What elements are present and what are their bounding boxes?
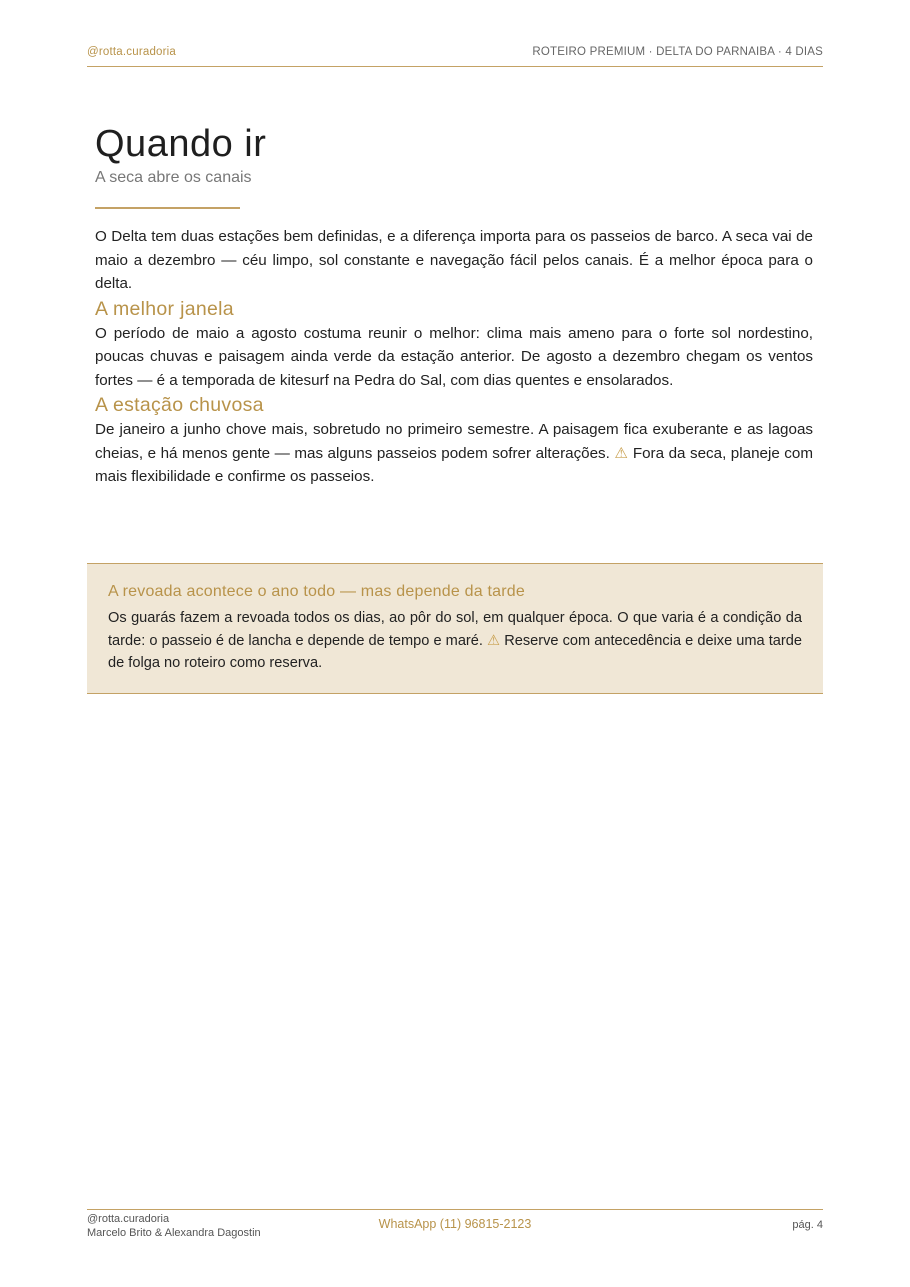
footer-handle: @rotta.curadoria [87, 1213, 170, 1225]
page-footer [87, 1209, 823, 1250]
body-text-part: Fora da seca, planeje com mais flexibilidade e confirme os passeios. [95, 444, 813, 485]
section-body-estacao-chuvosa [95, 418, 813, 489]
warning-icon: ⚠ [614, 444, 629, 462]
header-brand: @rotta.curadoria [87, 46, 177, 58]
callout-title: A revoada acontece o ano todo — mas depende da tarde [108, 583, 525, 600]
title-divider [95, 207, 240, 209]
callout-body [108, 607, 802, 675]
callout-text-part: Os guarás fazem a revoada todos os dias, ao pôr do sol, em qualquer época. O que varia é a condição da tarde: o passeio é de lancha e depende de tempo e maré. [108, 610, 802, 649]
footer-page-number: pág. 4 [792, 1219, 823, 1231]
main-content [95, 120, 813, 489]
footer-authors: Marcelo Brito & Alexandra Dagostin [87, 1227, 261, 1239]
callout-text-part: Reserve com antecedência e deixe uma tarde de folga no roteiro como reserva. [108, 632, 802, 671]
page-header [87, 46, 823, 67]
footer-whatsapp-contact: WhatsApp (11) 96815-2123 [378, 1217, 532, 1231]
section-heading-melhor-janela: A melhor janela [95, 297, 234, 320]
body-text-part: De janeiro a junho chove mais, sobretudo no primeiro semestre. A paisagem fica exuberante e as lagoas cheias, e há menos gente — mas alguns passeios podem sofrer alterações. [95, 421, 813, 462]
page-subtitle: A seca abre os canais [95, 169, 252, 186]
header-document-meta: ROTEIRO PREMIUM · DELTA DO PARNAIBA · 4 DIAS [532, 46, 823, 58]
page-title: Quando ir [95, 123, 267, 165]
callout-box [87, 563, 823, 694]
intro-paragraph: O Delta tem duas estações bem definidas, e a diferença importa para os passeios de barco. A seca vai de maio a dezembro — céu limpo, sol constante e navegação fácil pelos canais. É a melhor época para o delta. [95, 228, 813, 292]
section-heading-estacao-chuvosa: A estação chuvosa [95, 394, 264, 416]
warning-icon: ⚠ [487, 632, 501, 649]
section-body-melhor-janela: O período de maio a agosto costuma reunir o melhor: clima mais ameno para o forte sol nordestino, poucas chuvas e paisagem ainda verde da estação anterior. De agosto a dezembro chegam os ventos fortes — é a temporada de kitesurf na Pedra do Sal, com dias quentes e ensolarados. [95, 324, 813, 389]
